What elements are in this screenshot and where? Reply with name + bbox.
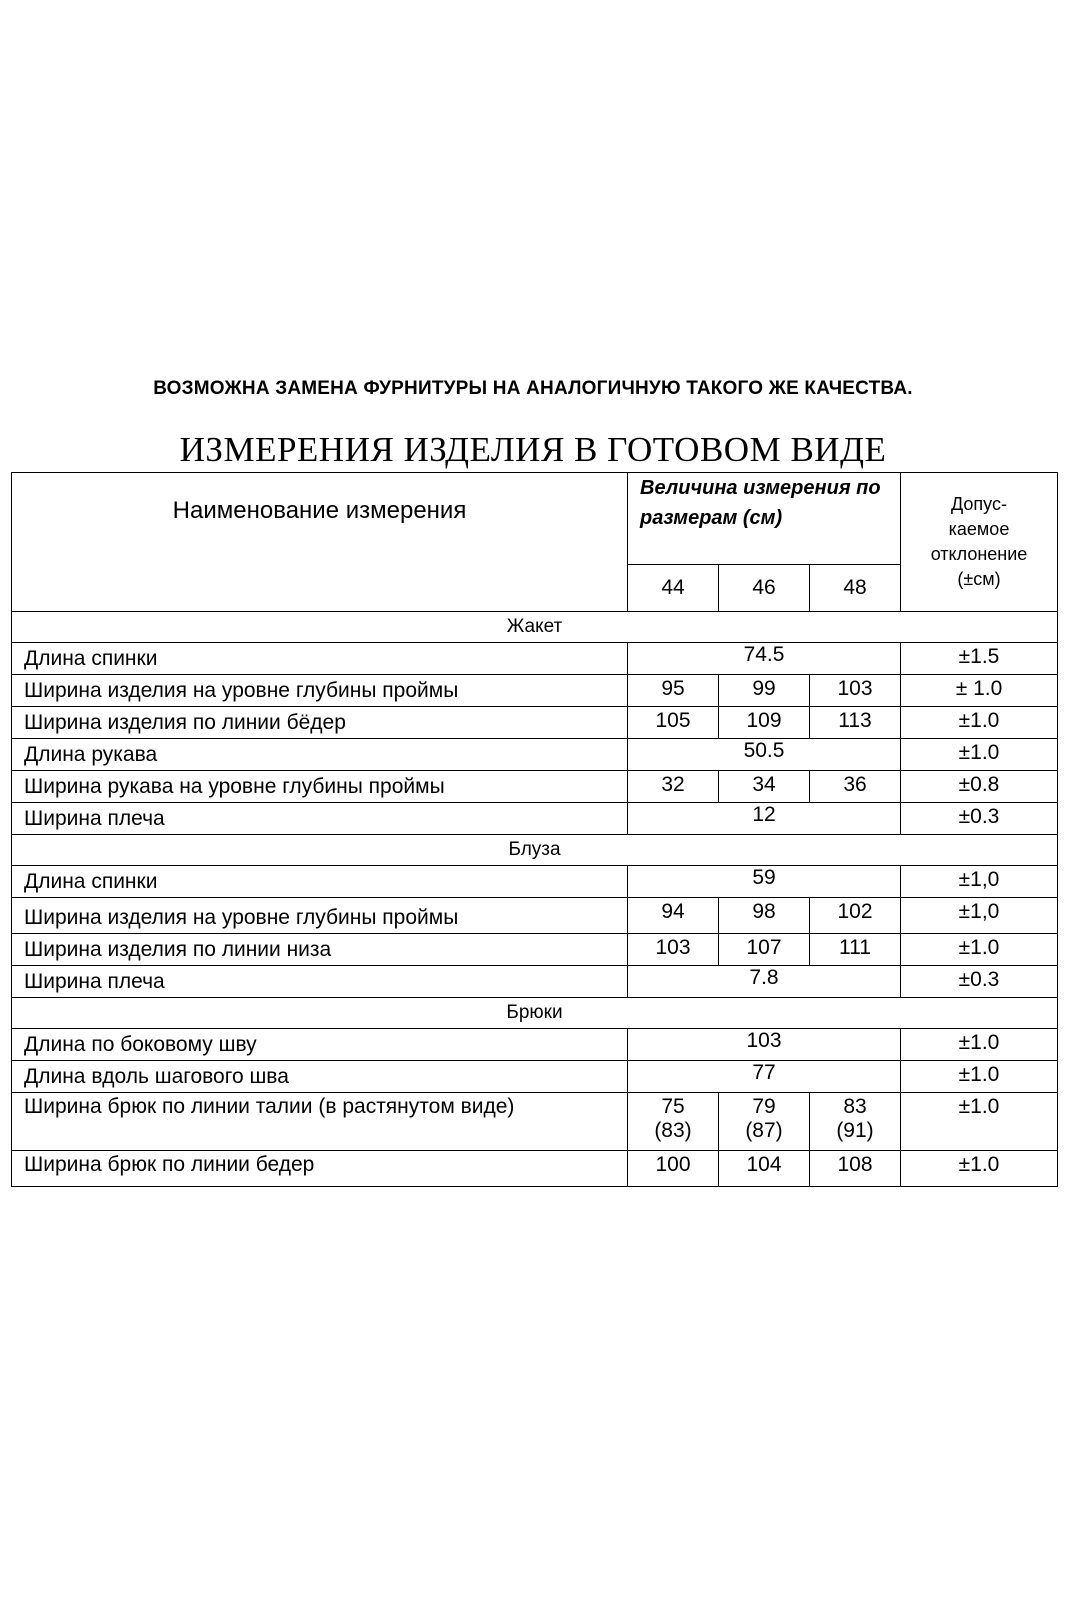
measurement-value-48: 111 bbox=[810, 934, 901, 966]
section-row-blouse bbox=[12, 835, 1058, 866]
measurement-name: Ширина брюк по линии талии (в растянутом виде) bbox=[12, 1093, 628, 1151]
measurement-value-48: 102 bbox=[810, 898, 901, 934]
measurement-value-48: 113 bbox=[810, 707, 901, 739]
measurement-name: Ширина плеча bbox=[12, 803, 628, 835]
measurement-name: Ширина плеча bbox=[12, 966, 628, 998]
table-row bbox=[12, 771, 1058, 803]
measurement-tolerance: ±1.0 bbox=[901, 739, 1058, 771]
section-row-trousers bbox=[12, 998, 1058, 1029]
measurement-tolerance: ±1.0 bbox=[901, 1093, 1058, 1151]
measurement-value: 74.5 bbox=[628, 643, 901, 675]
table-row bbox=[12, 966, 1058, 998]
header-value-col bbox=[628, 473, 901, 565]
table-row bbox=[12, 1061, 1058, 1093]
table-row bbox=[12, 707, 1058, 739]
size-header-44: 44 bbox=[628, 565, 719, 612]
header-value-line2: размерам (см) bbox=[640, 507, 783, 529]
measurement-value: 77 bbox=[628, 1061, 901, 1093]
section-title-jacket: Жакет bbox=[12, 612, 1058, 643]
measurement-name: Длина вдоль шагового шва bbox=[12, 1061, 628, 1093]
measurement-value-46: 104 bbox=[719, 1151, 810, 1187]
header-row bbox=[12, 473, 1058, 565]
measurement-name: Ширина изделия на уровне глубины проймы bbox=[12, 898, 628, 934]
measurement-value-44-stretched: (83) bbox=[654, 1119, 692, 1142]
measurement-value-46 bbox=[719, 1093, 810, 1151]
measurement-name: Длина рукава bbox=[12, 739, 628, 771]
table-row bbox=[12, 1093, 1058, 1151]
measurement-tolerance: ±1.5 bbox=[901, 643, 1058, 675]
document-title: ИЗМЕРЕНИЯ ИЗДЕЛИЯ В ГОТОВОМ ВИДЕ bbox=[179, 430, 887, 469]
measurement-tolerance: ±1.0 bbox=[901, 1061, 1058, 1093]
header-name-col: Наименование измерения bbox=[12, 473, 628, 612]
measurement-name: Ширина изделия по линии бёдер bbox=[12, 707, 628, 739]
measurement-value-48-main: 83 bbox=[843, 1095, 867, 1118]
table-row bbox=[12, 739, 1058, 771]
section-title-trousers: Брюки bbox=[12, 998, 1058, 1029]
measurement-tolerance: ±0.3 bbox=[901, 966, 1058, 998]
measurement-name: Ширина брюк по линии бедер bbox=[12, 1151, 628, 1187]
measurement-tolerance: ±0.8 bbox=[901, 771, 1058, 803]
size-header-48: 48 bbox=[810, 565, 901, 612]
measurement-value-46-main: 79 bbox=[752, 1095, 776, 1118]
size-header-46: 46 bbox=[719, 565, 810, 612]
measurement-value-48: 103 bbox=[810, 675, 901, 707]
table-row bbox=[12, 675, 1058, 707]
measurement-name: Длина спинки bbox=[12, 866, 628, 898]
measurement-value-48 bbox=[810, 1093, 901, 1151]
measurement-value-44: 94 bbox=[628, 898, 719, 934]
measurement-value-44: 95 bbox=[628, 675, 719, 707]
measurement-value: 12 bbox=[628, 803, 901, 835]
measurement-value-48-stretched: (91) bbox=[836, 1119, 874, 1142]
notice-text: ВОЗМОЖНА ЗАМЕНА ФУРНИТУРЫ НА АНАЛОГИЧНУЮ ТАКОГО ЖЕ КАЧЕСТВА. bbox=[153, 378, 913, 399]
header-tolerance-line2: каемое bbox=[948, 519, 1010, 539]
section-row-jacket bbox=[12, 612, 1058, 643]
measurement-value-44: 100 bbox=[628, 1151, 719, 1187]
measurement-name: Ширина изделия по линии низа bbox=[12, 934, 628, 966]
measurement-value-46: 99 bbox=[719, 675, 810, 707]
header-tolerance-line1: Допус- bbox=[951, 494, 1007, 514]
measurement-value-44 bbox=[628, 1093, 719, 1151]
measurement-value: 7.8 bbox=[628, 966, 901, 998]
measurement-value-44-main: 75 bbox=[661, 1095, 685, 1118]
measurement-value-44: 103 bbox=[628, 934, 719, 966]
header-tolerance-line3: отклонение bbox=[930, 544, 1028, 564]
table-row bbox=[12, 866, 1058, 898]
header-tolerance-col bbox=[901, 473, 1058, 612]
measurement-value-46: 107 bbox=[719, 934, 810, 966]
measurement-tolerance: ±1,0 bbox=[901, 898, 1058, 934]
measurement-value: 50.5 bbox=[628, 739, 901, 771]
measurement-value: 103 bbox=[628, 1029, 901, 1061]
table-row bbox=[12, 898, 1058, 934]
measurement-tolerance: ± 1.0 bbox=[901, 675, 1058, 707]
header-value-line1: Величина измерения по bbox=[640, 477, 881, 499]
measurement-value: 59 bbox=[628, 866, 901, 898]
measurement-name: Длина спинки bbox=[12, 643, 628, 675]
section-title-blouse: Блуза bbox=[12, 835, 1058, 866]
table-row bbox=[12, 1151, 1058, 1187]
measurement-tolerance: ±0.3 bbox=[901, 803, 1058, 835]
measurements-table bbox=[11, 472, 1058, 1187]
measurement-value-48: 108 bbox=[810, 1151, 901, 1187]
measurement-value-46: 34 bbox=[719, 771, 810, 803]
table-row bbox=[12, 643, 1058, 675]
measurement-name: Ширина рукава на уровне глубины проймы bbox=[12, 771, 628, 803]
measurement-tolerance: ±1.0 bbox=[901, 1029, 1058, 1061]
measurement-value-46: 109 bbox=[719, 707, 810, 739]
measurement-name: Длина по боковому шву bbox=[12, 1029, 628, 1061]
measurement-name: Ширина изделия на уровне глубины проймы bbox=[12, 675, 628, 707]
measurement-tolerance: ±1.0 bbox=[901, 1151, 1058, 1187]
table-row bbox=[12, 803, 1058, 835]
measurement-tolerance: ±1,0 bbox=[901, 866, 1058, 898]
table-row bbox=[12, 934, 1058, 966]
header-tolerance-line4: (±см) bbox=[957, 569, 1001, 589]
measurement-value-46: 98 bbox=[719, 898, 810, 934]
measurement-value-48: 36 bbox=[810, 771, 901, 803]
measurement-tolerance: ±1.0 bbox=[901, 934, 1058, 966]
table-row bbox=[12, 1029, 1058, 1061]
measurement-tolerance: ±1.0 bbox=[901, 707, 1058, 739]
measurement-value-44: 32 bbox=[628, 771, 719, 803]
measurement-value-46-stretched: (87) bbox=[745, 1119, 783, 1142]
measurement-value-44: 105 bbox=[628, 707, 719, 739]
